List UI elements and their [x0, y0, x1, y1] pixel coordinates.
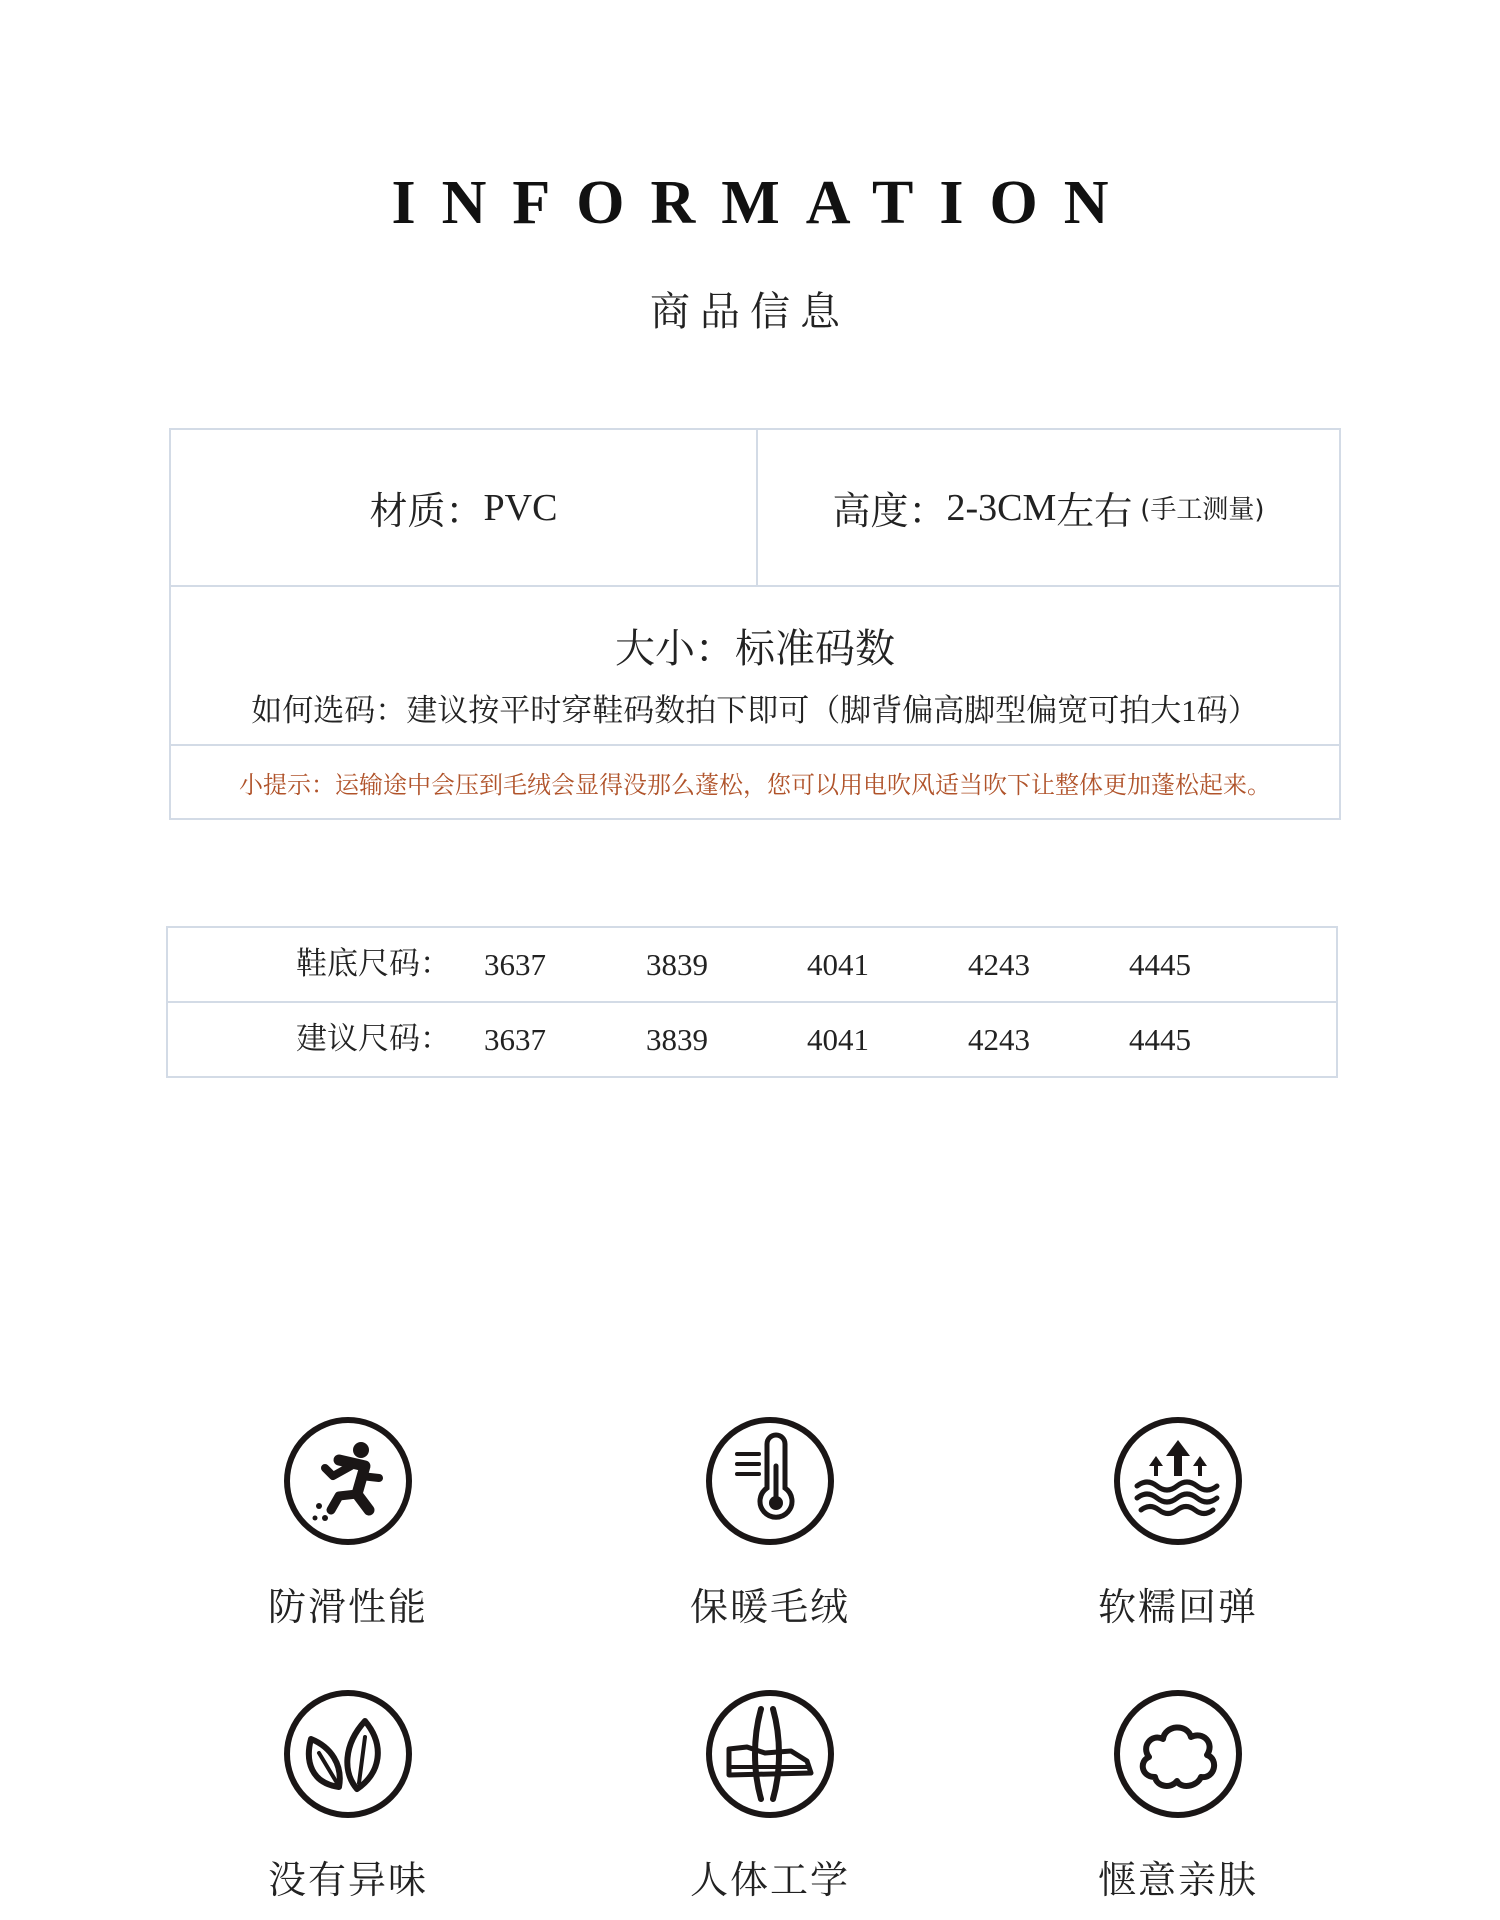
slip-person-icon: [281, 1414, 415, 1548]
size-row-label: 鞋底尺码：: [296, 946, 451, 982]
height-value: 2-3CM: [946, 486, 1057, 529]
height-label: 高度：: [832, 489, 947, 533]
howto-prefix: 如何选码：建议按平时穿鞋码数拍下即可（脚背偏高脚型偏宽可拍大: [251, 693, 1182, 729]
feature-noodor: [218, 1687, 478, 1904]
feature-antislip: [218, 1414, 478, 1631]
material-label: 材质：: [369, 489, 484, 533]
material-value: PVC: [483, 486, 558, 529]
tip-text: 小提示：运输途中会压到毛绒会显得没那么蓬松，您可以用电吹风适当吹下让整体更加蓬松起来。: [239, 770, 1271, 799]
size-cell: 4041: [807, 1022, 869, 1057]
size-cell: 3839: [646, 1022, 708, 1057]
height-note: (手工测量): [1140, 495, 1265, 525]
feature-label: 保暖毛绒: [689, 1585, 850, 1629]
leaves-icon: [281, 1687, 415, 1821]
size-cell: 3637: [484, 1022, 546, 1057]
feature-label: 没有异味: [267, 1858, 428, 1902]
feature-label: 防滑性能: [267, 1585, 428, 1629]
size-cell: 4445: [1129, 947, 1191, 982]
feature-ergonomic: [640, 1687, 900, 1904]
feature-rebound: [1048, 1414, 1308, 1631]
info-box: [169, 428, 1341, 820]
info-row-top: [171, 430, 1339, 587]
size-row-suggested: [168, 1003, 1336, 1076]
size-standard-text: 大小：标准码数: [615, 626, 895, 672]
size-table: [166, 926, 1338, 1078]
page-subtitle: 商品信息: [650, 289, 850, 335]
feature-warm: [640, 1414, 900, 1631]
height-suffix: 左右: [1056, 489, 1133, 533]
size-cell: 3839: [646, 947, 708, 982]
feature-label: 惬意亲肤: [1097, 1858, 1258, 1902]
size-cell: 3637: [484, 947, 546, 982]
size-cell: 4041: [807, 947, 869, 982]
size-row-label: 建议尺码：: [296, 1021, 451, 1057]
size-howto-text: [171, 685, 1339, 730]
cloud-icon: [1111, 1687, 1245, 1821]
height-cell: [758, 430, 1339, 585]
size-row-sole: [168, 928, 1336, 1003]
thermometer-icon: [703, 1414, 837, 1548]
size-cell: 4445: [1129, 1022, 1191, 1057]
size-cell: 4243: [968, 1022, 1030, 1057]
howto-num: 1: [1181, 693, 1197, 728]
feature-skinfriendly: [1048, 1687, 1308, 1904]
material-cell: [171, 430, 758, 585]
feature-label: 软糯回弹: [1097, 1585, 1258, 1629]
info-row-size: [171, 587, 1339, 746]
waves-arrows-icon: [1111, 1414, 1245, 1548]
feature-label: 人体工学: [689, 1858, 850, 1902]
howto-suffix: 码）: [1196, 693, 1259, 729]
size-cell: 4243: [968, 947, 1030, 982]
shoe-ergonomic-icon: [703, 1687, 837, 1821]
page-title: INFORMATION: [391, 169, 1135, 237]
